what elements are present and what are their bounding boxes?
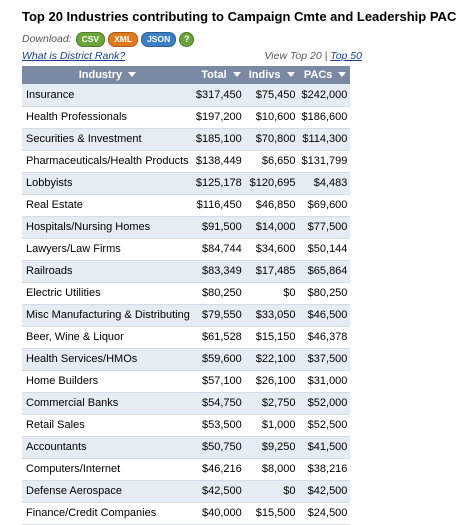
pacs-column-header[interactable]: PACs (299, 66, 351, 84)
pacs-cell: $52,000 (299, 392, 351, 414)
pacs-cell: $41,500 (299, 436, 351, 458)
indivs-cell: $9,250 (245, 436, 299, 458)
total-cell: $125,178 (193, 172, 245, 194)
pacs-cell: $24,500 (299, 502, 351, 524)
pacs-cell: $65,864 (299, 260, 351, 282)
total-cell: $79,550 (193, 304, 245, 326)
total-cell: $197,200 (193, 106, 245, 128)
total-cell: $83,349 (193, 260, 245, 282)
xml-download-button[interactable]: XML (108, 32, 138, 47)
table-row (22, 502, 350, 524)
indivs-cell: $6,650 (245, 150, 299, 172)
industry-column-header[interactable]: Industry (22, 66, 193, 84)
download-bar (22, 31, 194, 47)
table-row (22, 238, 350, 260)
total-cell: $42,500 (193, 480, 245, 502)
pacs-cell: $80,250 (299, 282, 351, 304)
industry-cell: Real Estate (22, 194, 193, 216)
industry-cell: Health Professionals (22, 106, 193, 128)
table-row (22, 348, 350, 370)
total-cell: $61,528 (193, 326, 245, 348)
pacs-cell: $38,216 (299, 458, 351, 480)
indivs-cell: $75,450 (245, 84, 299, 106)
indivs-cell: $8,000 (245, 458, 299, 480)
total-cell: $185,100 (193, 128, 245, 150)
industries-table (22, 66, 350, 525)
indivs-cell: $2,750 (245, 392, 299, 414)
sort-arrow-icon (233, 72, 241, 77)
table-row (22, 106, 350, 128)
indivs-cell: $0 (245, 480, 299, 502)
table-row (22, 436, 350, 458)
total-cell: $53,500 (193, 414, 245, 436)
total-cell: $91,500 (193, 216, 245, 238)
view-links (264, 50, 362, 62)
sort-arrow-icon (338, 72, 346, 77)
table-row (22, 326, 350, 348)
total-cell: $116,450 (193, 194, 245, 216)
total-cell: $138,449 (193, 150, 245, 172)
pacs-cell: $4,483 (299, 172, 351, 194)
pacs-cell: $42,500 (299, 480, 351, 502)
page-title: Top 20 Industries contributing to Campaign Cmte and Leadership PAC (22, 9, 457, 24)
industry-cell: Lawyers/Law Firms (22, 238, 193, 260)
total-cell: $40,000 (193, 502, 245, 524)
pacs-cell: $46,500 (299, 304, 351, 326)
view-top-20-text: View Top 20 | (264, 50, 328, 62)
table-body (22, 84, 350, 524)
pacs-cell: $114,300 (299, 128, 351, 150)
sort-arrow-icon (287, 72, 295, 77)
table-row (22, 150, 350, 172)
indivs-cell: $15,500 (245, 502, 299, 524)
industry-cell: Railroads (22, 260, 193, 282)
table-header-row (22, 66, 350, 84)
indivs-cell: $1,000 (245, 414, 299, 436)
pacs-cell: $186,600 (299, 106, 351, 128)
table-row (22, 194, 350, 216)
industry-cell: Misc Manufacturing & Distributing (22, 304, 193, 326)
total-cell: $50,750 (193, 436, 245, 458)
total-cell: $54,750 (193, 392, 245, 414)
indivs-cell: $14,000 (245, 216, 299, 238)
industry-cell: Computers/Internet (22, 458, 193, 480)
industry-cell: Hospitals/Nursing Homes (22, 216, 193, 238)
table-row (22, 260, 350, 282)
industry-cell: Commercial Banks (22, 392, 193, 414)
total-cell: $59,600 (193, 348, 245, 370)
table-row (22, 172, 350, 194)
pacs-cell: $69,600 (299, 194, 351, 216)
table-row (22, 216, 350, 238)
pacs-cell: $50,144 (299, 238, 351, 260)
pacs-cell: $52,500 (299, 414, 351, 436)
total-cell: $80,250 (193, 282, 245, 304)
total-cell: $46,216 (193, 458, 245, 480)
total-cell: $57,100 (193, 370, 245, 392)
help-icon[interactable]: ? (179, 32, 194, 47)
table-row (22, 480, 350, 502)
pacs-cell: $242,000 (299, 84, 351, 106)
table-row (22, 128, 350, 150)
industry-cell: Accountants (22, 436, 193, 458)
total-cell: $84,744 (193, 238, 245, 260)
indivs-cell: $46,850 (245, 194, 299, 216)
industry-cell: Insurance (22, 84, 193, 106)
download-label: Download: (22, 33, 72, 45)
industry-cell: Beer, Wine & Liquor (22, 326, 193, 348)
indivs-cell: $120,695 (245, 172, 299, 194)
industry-cell: Electric Utilities (22, 282, 193, 304)
table-row (22, 458, 350, 480)
indivs-cell: $15,150 (245, 326, 299, 348)
indivs-cell: $10,600 (245, 106, 299, 128)
table-row (22, 282, 350, 304)
table-row (22, 392, 350, 414)
industry-cell: Home Builders (22, 370, 193, 392)
indivs-cell: $70,800 (245, 128, 299, 150)
indivs-cell: $26,100 (245, 370, 299, 392)
csv-download-button[interactable]: CSV (76, 32, 105, 47)
industry-cell: Lobbyists (22, 172, 193, 194)
industry-cell: Health Services/HMOs (22, 348, 193, 370)
table-row (22, 84, 350, 106)
indivs-cell: $33,050 (245, 304, 299, 326)
pacs-cell: $46,378 (299, 326, 351, 348)
indivs-column-header[interactable]: Indivs (245, 66, 299, 84)
industry-cell: Pharmaceuticals/Health Products (22, 150, 193, 172)
industry-cell: Securities & Investment (22, 128, 193, 150)
table-row (22, 370, 350, 392)
indivs-cell: $34,600 (245, 238, 299, 260)
industry-cell: Finance/Credit Companies (22, 502, 193, 524)
indivs-cell: $22,100 (245, 348, 299, 370)
pacs-cell: $37,500 (299, 348, 351, 370)
table-row (22, 304, 350, 326)
sort-arrow-icon (128, 72, 136, 77)
industry-cell: Retail Sales (22, 414, 193, 436)
table-row (22, 414, 350, 436)
pacs-cell: $131,799 (299, 150, 351, 172)
indivs-cell: $0 (245, 282, 299, 304)
district-rank-link[interactable]: What is District Rank? (22, 50, 126, 62)
industry-cell: Defense Aerospace (22, 480, 193, 502)
total-cell: $317,450 (193, 84, 245, 106)
indivs-cell: $17,485 (245, 260, 299, 282)
total-column-header[interactable]: Total (193, 66, 245, 84)
pacs-cell: $31,000 (299, 370, 351, 392)
pacs-cell: $77,500 (299, 216, 351, 238)
top-50-link[interactable]: Top 50 (330, 50, 362, 62)
json-download-button[interactable]: JSON (141, 32, 176, 47)
